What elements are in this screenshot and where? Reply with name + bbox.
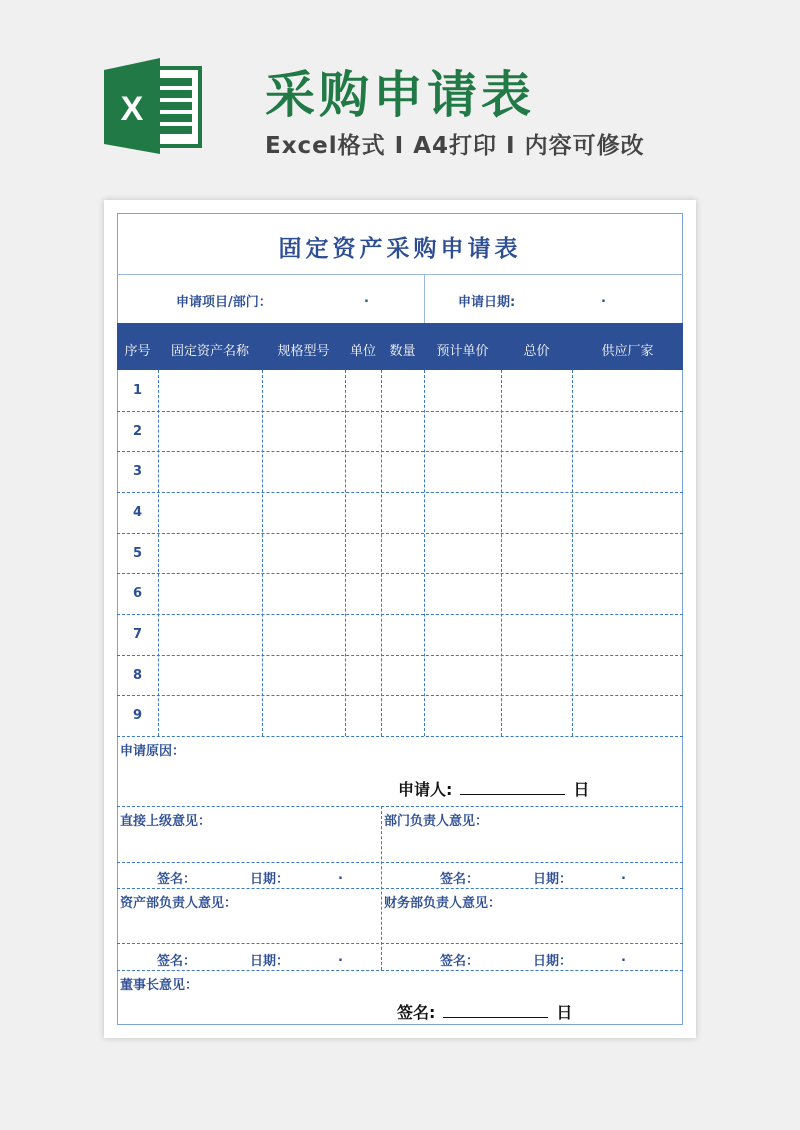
- supervisor-label: 直接上级意见：: [120, 814, 212, 829]
- sign-date-value[interactable]: .: [338, 950, 343, 965]
- applicant-field[interactable]: [398, 777, 589, 800]
- table-row-number: 4: [132, 505, 143, 520]
- column-header: 总价: [523, 344, 550, 359]
- column-header: 固定资产名称: [170, 344, 249, 359]
- column-header: 数量: [389, 344, 416, 359]
- dept-head-label: 部门负责人意见：: [384, 814, 489, 829]
- finance-head-label: 财务部负责人意见：: [384, 896, 502, 911]
- asset-head-label: 资产部负责人意见：: [120, 896, 238, 911]
- column-header: 单位: [349, 344, 376, 359]
- table-row-number: 8: [132, 667, 143, 683]
- table-row-number: 3: [132, 464, 143, 480]
- banner-subtitle: Excel格式 I A4打印 I 内容可修改: [265, 133, 645, 159]
- sign-date-label: 日期：: [533, 954, 573, 969]
- sign-date-value[interactable]: .: [621, 950, 626, 965]
- sign-date-label: 日期：: [250, 872, 290, 887]
- sign-date-value[interactable]: .: [621, 868, 626, 883]
- table-row-number: 9: [132, 708, 143, 724]
- column-header: 规格型号: [277, 344, 330, 359]
- form-title: 固定资产采购申请表: [278, 236, 522, 262]
- chairman-sign-label: 签名:: [397, 1003, 436, 1022]
- sign-date-label: 日期：: [250, 954, 290, 969]
- table-row-number: 1: [132, 383, 143, 398]
- svg-text:X: X: [120, 90, 144, 128]
- column-header: 序号: [124, 344, 151, 359]
- table-row-number: 2: [132, 423, 143, 439]
- table-row-number: 7: [132, 627, 143, 643]
- chairman-label: 董事长意见：: [120, 978, 199, 993]
- day-label: 日: [573, 780, 590, 799]
- chairman-sign-field[interactable]: [397, 1000, 572, 1023]
- date-label: 申请日期:: [458, 295, 516, 310]
- sign-date-label: 日期：: [533, 872, 573, 887]
- sign-label: 签名：: [440, 954, 480, 969]
- sign-label: 签名：: [157, 954, 197, 969]
- day-label: 日: [556, 1003, 573, 1022]
- table-row-number: 5: [132, 545, 143, 561]
- column-header: 预计单价: [436, 344, 489, 359]
- project-label: 申请项目/部门：: [176, 295, 272, 310]
- sign-label: 签名：: [157, 872, 197, 887]
- project-value[interactable]: .: [364, 291, 369, 306]
- banner-title: 采购申请表: [265, 66, 535, 124]
- sign-date-value[interactable]: .: [338, 868, 343, 883]
- column-header: 供应厂家: [601, 344, 654, 359]
- sign-label: 签名：: [440, 872, 480, 887]
- applicant-label: 申请人:: [398, 780, 453, 799]
- date-value[interactable]: .: [601, 291, 606, 306]
- excel-logo-icon: [104, 58, 202, 154]
- reason-label: 申请原因：: [120, 744, 186, 759]
- table-row-number: 6: [132, 586, 143, 602]
